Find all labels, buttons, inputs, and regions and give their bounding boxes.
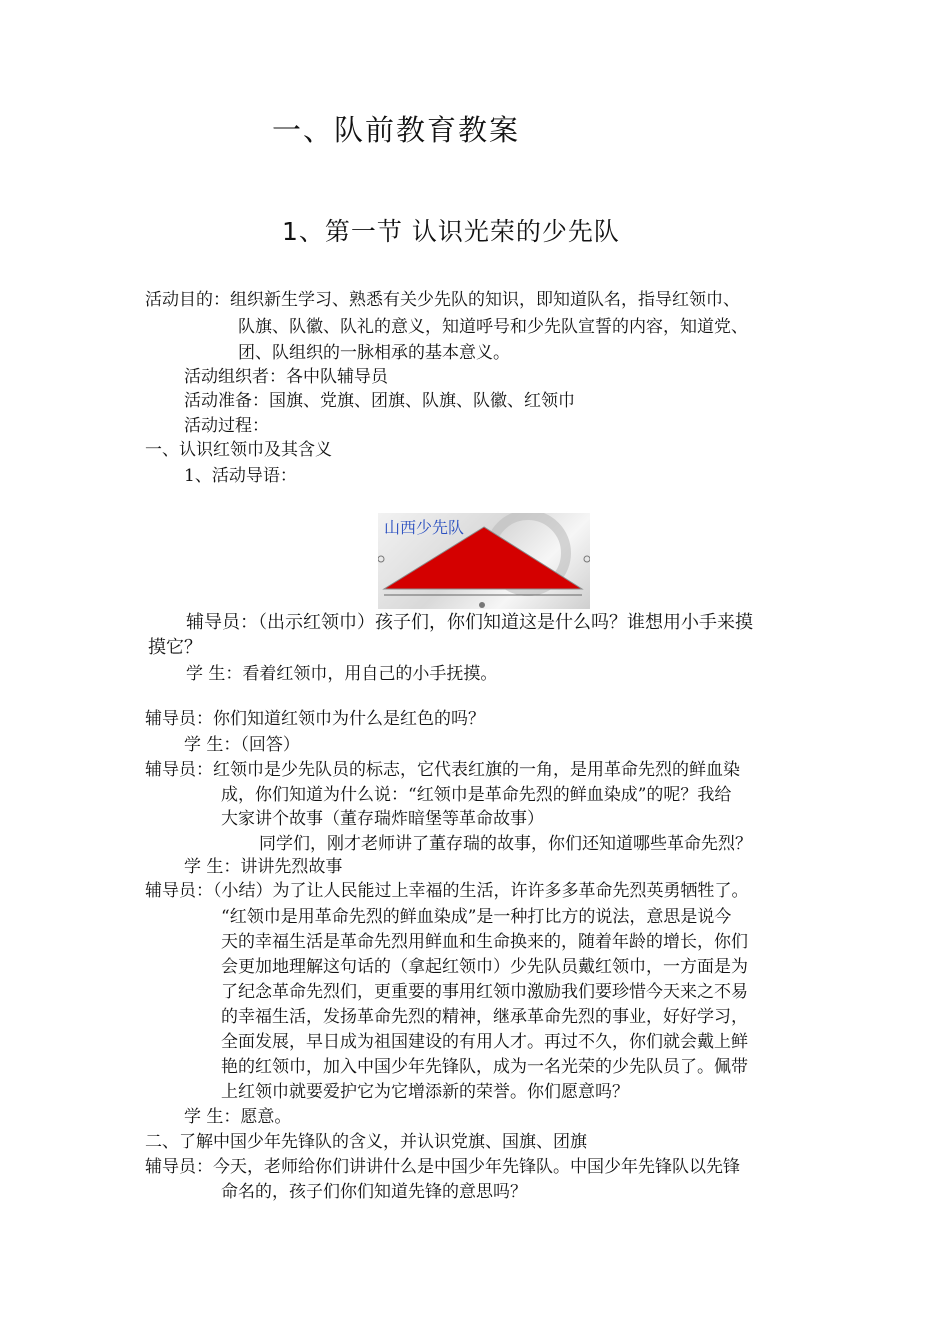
text-line: 活动组织者：各中队辅导员 xyxy=(184,367,388,387)
text-line: 活动准备：国旗、党旗、团旗、队旗、队徽、红领巾 xyxy=(184,391,575,411)
text-line: 学 生：（回答） xyxy=(184,735,300,755)
section-title: 1、第一节 认识光荣的少先队 xyxy=(282,217,620,246)
text-line: 1、活动导语： xyxy=(184,466,297,486)
text-line: 同学们，刚才老师讲了董存瑞的故事，你们还知道哪些革命先烈？ xyxy=(259,834,752,854)
text-line: 成，你们知道为什么说：“红领巾是革命先烈的鲜血染成”的呢？我给 xyxy=(221,785,732,805)
text-line: 天的幸福生活是革命先烈用鲜血和生命换来的，随着年龄的增长，你们 xyxy=(221,932,748,952)
text-line: 辅导员：今天，老师给你们讲讲什么是中国少年先锋队。中国少年先锋队以先锋 xyxy=(145,1157,740,1177)
text-line: 的幸福生活，发扬革命先烈的精神，继承革命先烈的事业，好好学习， xyxy=(221,1007,748,1027)
figure-caption: 山西少先队 xyxy=(384,518,465,537)
text-line: 全面发展，早日成为祖国建设的有用人才。再过不久，你们就会戴上鲜 xyxy=(221,1032,748,1052)
red-scarf-graphic xyxy=(378,513,590,609)
text-line: 活动目的：组织新生学习、熟悉有关少先队的知识，即知道队名，指导红领巾、 xyxy=(145,290,740,310)
text-line: 了纪念革命先烈们，更重要的事用红领巾激励我们要珍惜今天来之不易 xyxy=(221,982,748,1002)
text-line: 团、队组织的一脉相承的基本意义。 xyxy=(238,343,510,363)
text-line: 会更加地理解这句话的（拿起红领巾）少先队员戴红领巾，一方面是为 xyxy=(221,957,748,977)
text-line: 学 生：看着红领巾，用自己的小手抚摸。 xyxy=(186,664,498,684)
text-line: 命名的，孩子们你们知道先锋的意思吗？ xyxy=(221,1182,527,1202)
text-line: “红领巾是用革命先烈的鲜血染成”是一种打比方的说法，意思是说今 xyxy=(221,907,732,927)
text-line: 队旗、队徽、队礼的意义，知道呼号和少先队宣誓的内容，知道党、 xyxy=(238,317,748,337)
text-line: 学 生：讲讲先烈故事 xyxy=(184,857,343,877)
red-scarf-image xyxy=(378,513,590,609)
text-line: 大家讲个故事（董存瑞炸暗堡等革命故事） xyxy=(221,809,544,829)
text-line: 辅导员：（小结）为了让人民能过上幸福的生活，许许多多革命先烈英勇牺牲了。 xyxy=(145,881,749,901)
text-line: 辅导员：红领巾是少先队员的标志，它代表红旗的一角，是用革命先烈的鲜血染 xyxy=(145,760,740,780)
text-line: 活动过程： xyxy=(184,416,269,436)
page-title: 一、队前教育教案 xyxy=(272,113,521,147)
text-line: 上红领巾就要爱护它为它增添新的荣誉。你们愿意吗？ xyxy=(221,1082,629,1102)
text-line: 二、了解中国少年先锋队的含义，并认识党旗、国旗、团旗 xyxy=(145,1132,587,1152)
text-line: 一、认识红领巾及其含义 xyxy=(145,440,332,460)
text-line: 学 生：愿意。 xyxy=(184,1107,292,1127)
text-line: 辅导员：（出示红领巾）孩子们，你们知道这是什么吗？谁想用小手来摸 xyxy=(186,612,753,633)
text-line: 艳的红领巾，加入中国少年先锋队，成为一名光荣的少先队员了。佩带 xyxy=(221,1057,748,1077)
text-line: 摸它？ xyxy=(148,637,202,658)
text-line: 辅导员：你们知道红领巾为什么是红色的吗？ xyxy=(145,709,485,729)
